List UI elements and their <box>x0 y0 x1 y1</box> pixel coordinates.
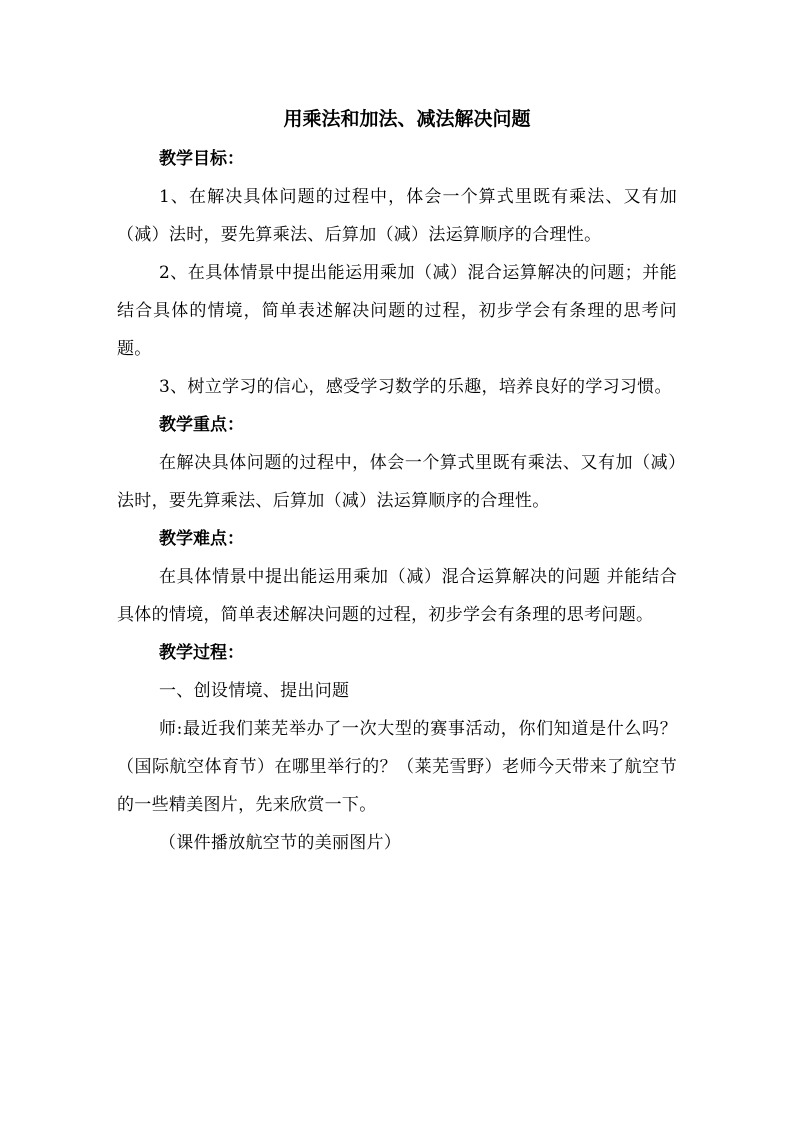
section-heading-objectives: 教学目标： <box>159 149 244 169</box>
paragraph-difficulties: 在具体情景中提出能运用乘加（减）混合运算解决的问题 并能结合具体的情境，简单表述解决问题的过程，初步学会有条理的思考问题。 <box>117 567 677 625</box>
document-title: 用乘法和加法、减法解决问题 <box>283 108 531 130</box>
paragraph-teacher-dialogue: 师:最近我们莱芜举办了一次大型的赛事活动，你们知道是什么吗？（国际航空体育节）在哪里举行的？（莱芜雪野）老师今天带来了航空节的一些精美图片，先来欣赏一下。 <box>117 719 677 815</box>
paragraph-objective-1: 1、在解决具体问题的过程中，体会一个算式里既有乘法、又有加（减）法时，要先算乘法、后算加（减）法运算顺序的合理性。 <box>117 187 677 245</box>
section-heading-process: 教学过程： <box>159 643 244 663</box>
paragraph-objective-2: 2、在具体情景中提出能运用乘加（减）混合运算解决的问题；并能结合具体的情境，简单表述解决问题的过程，初步学会有条理的思考问题。 <box>117 263 677 359</box>
paragraph-process-step-1: 一、创设情境、提出问题 <box>159 681 350 701</box>
paragraph-key-points: 在解决具体问题的过程中，体会一个算式里既有乘法、又有加（减）法时，要先算乘法、后算加（减）法运算顺序的合理性。 <box>117 453 677 511</box>
section-heading-difficulties: 教学难点： <box>159 529 244 549</box>
document-page <box>117 100 677 862</box>
section-heading-key-points: 教学重点： <box>159 415 244 435</box>
paragraph-courseware-note: （课件播放航空节的美丽图片） <box>159 833 402 853</box>
paragraph-objective-3: 3、树立学习的信心，感受学习数学的乐趣，培养良好的学习习惯。 <box>159 377 672 397</box>
